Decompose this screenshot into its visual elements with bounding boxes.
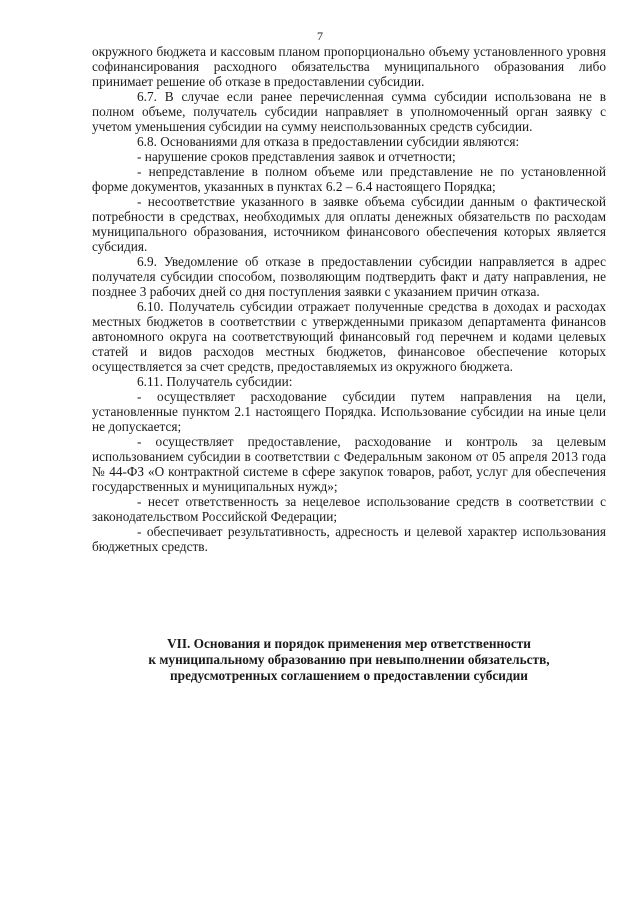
section-heading-line: VII. Основания и порядок применения мер ответственности <box>167 636 531 651</box>
paragraph: 6.10. Получатель субсидии отражает полученные средства в доходах и расходах местных бюджетов в соответствии с утвержденными приказом департамента финансов автономного округа на соответствующий финансовый год перечнем и кодами целевых статей и видов расходов местных бюджетов, финансовое обеспечение которых осуществляется за счет средств, предоставляемых из окружного бюджета. <box>92 299 606 374</box>
section-heading-line: к муниципальному образованию при невыполнении обязательств, <box>148 652 550 667</box>
section-heading <box>92 636 606 684</box>
list-item: - несет ответственность за нецелевое использование средств в соответствии с законодательством Российской Федерации; <box>92 494 606 524</box>
document-body <box>92 44 606 554</box>
section-heading-line: предусмотренных соглашением о предоставлении субсидии <box>170 668 528 683</box>
page-number: 7 <box>317 29 323 43</box>
list-item: - осуществляет расходование субсидии путем направления на цели, установленные пунктом 2.1 настоящего Порядка. Использование субсидии на иные цели не допускается; <box>92 389 606 434</box>
list-item: - несоответствие указанного в заявке объема субсидии данным о фактической потребности в средствах, необходимых для оплаты денежных обязательств по расходам муниципального образования, источником финансового обеспечения которых является субсидия. <box>92 194 606 254</box>
paragraph: окружного бюджета и кассовым планом пропорционально объему установленного уровня софинансирования расходного обязательства муниципального образования либо принимает решение об отказе в предоставлении субсидии. <box>92 44 606 89</box>
list-item: - осуществляет предоставление, расходование и контроль за целевым использованием субсидии в соответствии с Федеральным законом от 05 апреля 2013 года № 44-ФЗ «О контрактной системе в сфере закупок товаров, работ, услуг для обеспечения государственных и муниципальных нужд»; <box>92 434 606 494</box>
paragraph: 6.8. Основаниями для отказа в предоставлении субсидии являются: <box>137 134 520 149</box>
paragraph: 6.11. Получатель субсидии: <box>137 374 293 389</box>
list-item: - обеспечивает результативность, адресность и целевой характер использования бюджетных средств. <box>92 524 606 554</box>
list-item: - непредставление в полном объеме или представление не по установленной форме документов, указанных в пунктах 6.2 – 6.4 настоящего Порядка; <box>92 164 606 194</box>
paragraph: 6.7. В случае если ранее перечисленная сумма субсидии использована не в полном объеме, получатель субсидии направляет в уполномоченный орган заявку с учетом уменьшения субсидии на сумму неиспользованных средств субсидии. <box>92 89 606 134</box>
list-item: - нарушение сроков представления заявок и отчетности; <box>137 149 456 164</box>
paragraph: 6.9. Уведомление об отказе в предоставлении субсидии направляется в адрес получателя субсидии способом, позволяющим подтвердить факт и дату направления, не позднее 3 рабочих дней со дня поступления заявки с указанием причин отказа. <box>92 254 606 299</box>
